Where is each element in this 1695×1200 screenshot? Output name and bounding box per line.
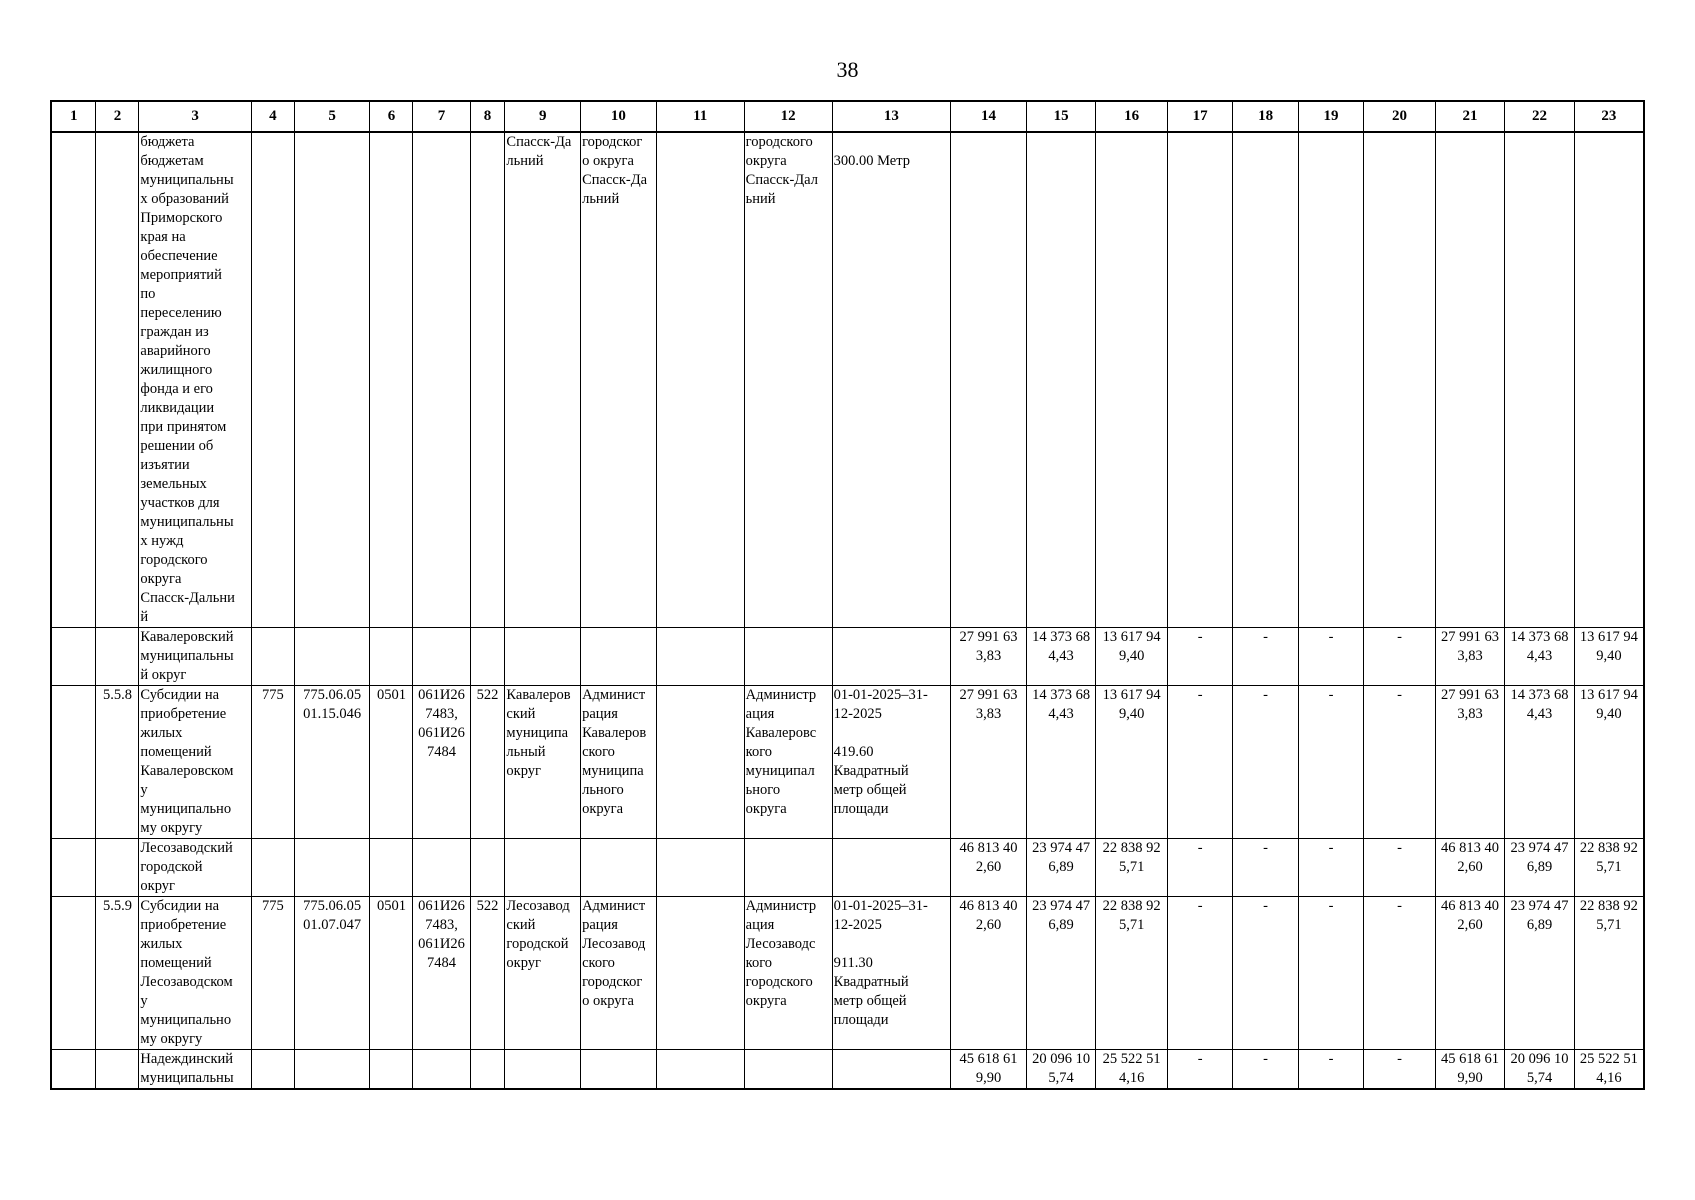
- cell-expense-type: 522: [470, 686, 505, 839]
- cell-col-17: [1167, 132, 1232, 628]
- cell-total: 46 813 40 2,60: [951, 897, 1027, 1050]
- cell-result: [832, 839, 951, 897]
- cell-expense-type: [470, 628, 505, 686]
- col-header-17: 17: [1167, 101, 1232, 132]
- cell-col-20: -: [1364, 1050, 1436, 1090]
- cell-description: Надеждинский муниципальны: [139, 1050, 251, 1090]
- col-header-7: 7: [413, 101, 470, 132]
- col-header-20: 20: [1364, 101, 1436, 132]
- cell-grbs: [251, 839, 294, 897]
- cell-expense-type: 522: [470, 897, 505, 1050]
- cell-item-code: [96, 839, 139, 897]
- cell-code: [294, 628, 370, 686]
- cell-col-19: [1298, 132, 1363, 628]
- cell-col-11: [656, 686, 744, 839]
- cell-expense-type: [470, 839, 505, 897]
- cell-col-21: 27 991 63 3,83: [1435, 628, 1505, 686]
- cell-regional: 22 838 92 5,71: [1096, 839, 1168, 897]
- cell-description: Лесозаводский городской округ: [139, 839, 251, 897]
- cell-result: 300.00 Метр: [832, 132, 951, 628]
- cell-section: [370, 132, 413, 628]
- cell-col-23: 22 838 92 5,71: [1574, 839, 1644, 897]
- cell-territory: [505, 1050, 581, 1090]
- cell-territory: [505, 839, 581, 897]
- cell-col-18: -: [1233, 839, 1298, 897]
- col-header-12: 12: [744, 101, 832, 132]
- cell-code: [294, 839, 370, 897]
- cell-col-17: -: [1167, 686, 1232, 839]
- cell-item-code: [96, 132, 139, 628]
- cell-col-17: -: [1167, 897, 1232, 1050]
- cell-section: [370, 1050, 413, 1090]
- cell-description: Субсидии на приобретение жилых помещений Кавалеровском у муниципально му округу: [139, 686, 251, 839]
- cell-total: 46 813 40 2,60: [951, 839, 1027, 897]
- col-header-23: 23: [1574, 101, 1644, 132]
- col-header-5: 5: [294, 101, 370, 132]
- cell-expense-type: [470, 1050, 505, 1090]
- cell-grbs: 775: [251, 686, 294, 839]
- cell-total: 27 991 63 3,83: [951, 686, 1027, 839]
- cell-federal: 23 974 47 6,89: [1026, 897, 1096, 1050]
- cell-territory: Лесозавод ский городской округ: [505, 897, 581, 1050]
- cell-col-23: 25 522 51 4,16: [1574, 1050, 1644, 1090]
- cell-executor: [581, 628, 657, 686]
- cell-col-20: -: [1364, 839, 1436, 897]
- cell-col-11: [656, 628, 744, 686]
- cell-recipient: Администр ация Кавалеровс кого муниципал ьного округа: [744, 686, 832, 839]
- cell-col-23: 13 617 94 9,40: [1574, 686, 1644, 839]
- cell-row-number: [51, 132, 96, 628]
- table-row: [51, 628, 1644, 686]
- cell-target-article: [413, 1050, 470, 1090]
- cell-executor: [581, 839, 657, 897]
- table-row: [51, 897, 1644, 1050]
- cell-item-code: [96, 1050, 139, 1090]
- col-header-18: 18: [1233, 101, 1298, 132]
- cell-regional: 13 617 94 9,40: [1096, 686, 1168, 839]
- cell-col-20: -: [1364, 897, 1436, 1050]
- cell-col-11: [656, 1050, 744, 1090]
- cell-row-number: [51, 897, 96, 1050]
- col-header-6: 6: [370, 101, 413, 132]
- cell-result: 01-01-2025–31- 12-2025 419.60 Квадратный метр общей площади: [832, 686, 951, 839]
- cell-col-22: 23 974 47 6,89: [1505, 897, 1575, 1050]
- cell-col-19: -: [1298, 1050, 1363, 1090]
- col-header-3: 3: [139, 101, 251, 132]
- cell-federal: 14 373 68 4,43: [1026, 628, 1096, 686]
- cell-section: [370, 628, 413, 686]
- cell-federal: 20 096 10 5,74: [1026, 1050, 1096, 1090]
- cell-regional: 22 838 92 5,71: [1096, 897, 1168, 1050]
- cell-territory: [505, 628, 581, 686]
- cell-expense-type: [470, 132, 505, 628]
- cell-row-number: [51, 686, 96, 839]
- cell-col-17: -: [1167, 628, 1232, 686]
- col-header-8: 8: [470, 101, 505, 132]
- col-header-4: 4: [251, 101, 294, 132]
- cell-col-18: -: [1233, 628, 1298, 686]
- cell-col-19: -: [1298, 628, 1363, 686]
- col-header-16: 16: [1096, 101, 1168, 132]
- cell-recipient: [744, 628, 832, 686]
- cell-federal: [1026, 132, 1096, 628]
- table-row: [51, 1050, 1644, 1090]
- cell-item-code: 5.5.8: [96, 686, 139, 839]
- cell-target-article: 061И26 7483, 061И26 7484: [413, 897, 470, 1050]
- header-row: [51, 101, 1644, 132]
- cell-col-21: 27 991 63 3,83: [1435, 686, 1505, 839]
- cell-code: [294, 132, 370, 628]
- col-header-10: 10: [581, 101, 657, 132]
- cell-grbs: 775: [251, 897, 294, 1050]
- cell-row-number: [51, 628, 96, 686]
- cell-regional: 25 522 51 4,16: [1096, 1050, 1168, 1090]
- cell-target-article: [413, 132, 470, 628]
- cell-executor: Админист рация Кавалеров ского муниципа льного округа: [581, 686, 657, 839]
- cell-target-article: [413, 628, 470, 686]
- cell-col-22: [1505, 132, 1575, 628]
- cell-item-code: 5.5.9: [96, 897, 139, 1050]
- cell-col-22: 20 096 10 5,74: [1505, 1050, 1575, 1090]
- cell-col-18: [1233, 132, 1298, 628]
- cell-description: Кавалеровский муниципальны й округ: [139, 628, 251, 686]
- cell-recipient: [744, 839, 832, 897]
- cell-col-21: 46 813 40 2,60: [1435, 839, 1505, 897]
- cell-code: [294, 1050, 370, 1090]
- cell-col-20: -: [1364, 628, 1436, 686]
- cell-row-number: [51, 839, 96, 897]
- cell-code: 775.06.05 01.15.046: [294, 686, 370, 839]
- cell-col-19: -: [1298, 686, 1363, 839]
- cell-grbs: [251, 132, 294, 628]
- cell-code: 775.06.05 01.07.047: [294, 897, 370, 1050]
- cell-col-20: [1364, 132, 1436, 628]
- cell-result: [832, 1050, 951, 1090]
- cell-regional: [1096, 132, 1168, 628]
- cell-col-23: [1574, 132, 1644, 628]
- cell-col-17: -: [1167, 839, 1232, 897]
- cell-federal: 23 974 47 6,89: [1026, 839, 1096, 897]
- col-header-15: 15: [1026, 101, 1096, 132]
- cell-col-11: [656, 132, 744, 628]
- cell-territory: Кавалеров ский муниципа льный округ: [505, 686, 581, 839]
- cell-executor: [581, 1050, 657, 1090]
- cell-col-11: [656, 839, 744, 897]
- cell-col-18: -: [1233, 897, 1298, 1050]
- cell-executor: Админист рация Лесозавод ского городског о округа: [581, 897, 657, 1050]
- cell-col-22: 14 373 68 4,43: [1505, 686, 1575, 839]
- cell-col-21: 46 813 40 2,60: [1435, 897, 1505, 1050]
- cell-grbs: [251, 1050, 294, 1090]
- cell-section: 0501: [370, 897, 413, 1050]
- col-header-9: 9: [505, 101, 581, 132]
- col-header-13: 13: [832, 101, 951, 132]
- col-header-2: 2: [96, 101, 139, 132]
- cell-grbs: [251, 628, 294, 686]
- cell-target-article: [413, 839, 470, 897]
- cell-col-21: [1435, 132, 1505, 628]
- cell-regional: 13 617 94 9,40: [1096, 628, 1168, 686]
- cell-col-11: [656, 897, 744, 1050]
- cell-col-18: -: [1233, 1050, 1298, 1090]
- cell-col-21: 45 618 61 9,90: [1435, 1050, 1505, 1090]
- cell-col-18: -: [1233, 686, 1298, 839]
- cell-target-article: 061И26 7483, 061И26 7484: [413, 686, 470, 839]
- cell-col-22: 23 974 47 6,89: [1505, 839, 1575, 897]
- cell-result: [832, 628, 951, 686]
- cell-col-23: 22 838 92 5,71: [1574, 897, 1644, 1050]
- cell-col-22: 14 373 68 4,43: [1505, 628, 1575, 686]
- cell-col-17: -: [1167, 1050, 1232, 1090]
- cell-col-20: -: [1364, 686, 1436, 839]
- cell-item-code: [96, 628, 139, 686]
- cell-description: Субсидии на приобретение жилых помещений Лесозаводском у муниципально му округу: [139, 897, 251, 1050]
- cell-total: 45 618 61 9,90: [951, 1050, 1027, 1090]
- cell-territory: Спасск-Да льний: [505, 132, 581, 628]
- cell-recipient: [744, 1050, 832, 1090]
- cell-col-19: -: [1298, 839, 1363, 897]
- cell-result: 01-01-2025–31- 12-2025 911.30 Квадратный метр общей площади: [832, 897, 951, 1050]
- col-header-19: 19: [1298, 101, 1363, 132]
- col-header-22: 22: [1505, 101, 1575, 132]
- col-header-14: 14: [951, 101, 1027, 132]
- page-number: 38: [836, 57, 859, 82]
- cell-total: [951, 132, 1027, 628]
- cell-section: [370, 839, 413, 897]
- cell-total: 27 991 63 3,83: [951, 628, 1027, 686]
- table-row: [51, 132, 1644, 628]
- col-header-1: 1: [51, 101, 96, 132]
- col-header-11: 11: [656, 101, 744, 132]
- table-row: [51, 839, 1644, 897]
- col-header-21: 21: [1435, 101, 1505, 132]
- cell-description: бюджета бюджетам муниципальны х образований Приморского края на обеспечение мероприятий по переселению граждан из аварийного жилищного фонда и его ликвидации при принятом решении об изъятии земельных участков для муниципальны х нужд городского округа Спасск-Дальни й: [139, 132, 251, 628]
- cell-recipient: городского округа Спасск-Дал ьний: [744, 132, 832, 628]
- cell-recipient: Администр ация Лесозаводс кого городского округа: [744, 897, 832, 1050]
- table-row: [51, 686, 1644, 839]
- cell-col-19: -: [1298, 897, 1363, 1050]
- cell-executor: городског о округа Спасск-Да льний: [581, 132, 657, 628]
- cell-col-23: 13 617 94 9,40: [1574, 628, 1644, 686]
- budget-table: [50, 100, 1645, 1090]
- cell-section: 0501: [370, 686, 413, 839]
- cell-federal: 14 373 68 4,43: [1026, 686, 1096, 839]
- cell-row-number: [51, 1050, 96, 1090]
